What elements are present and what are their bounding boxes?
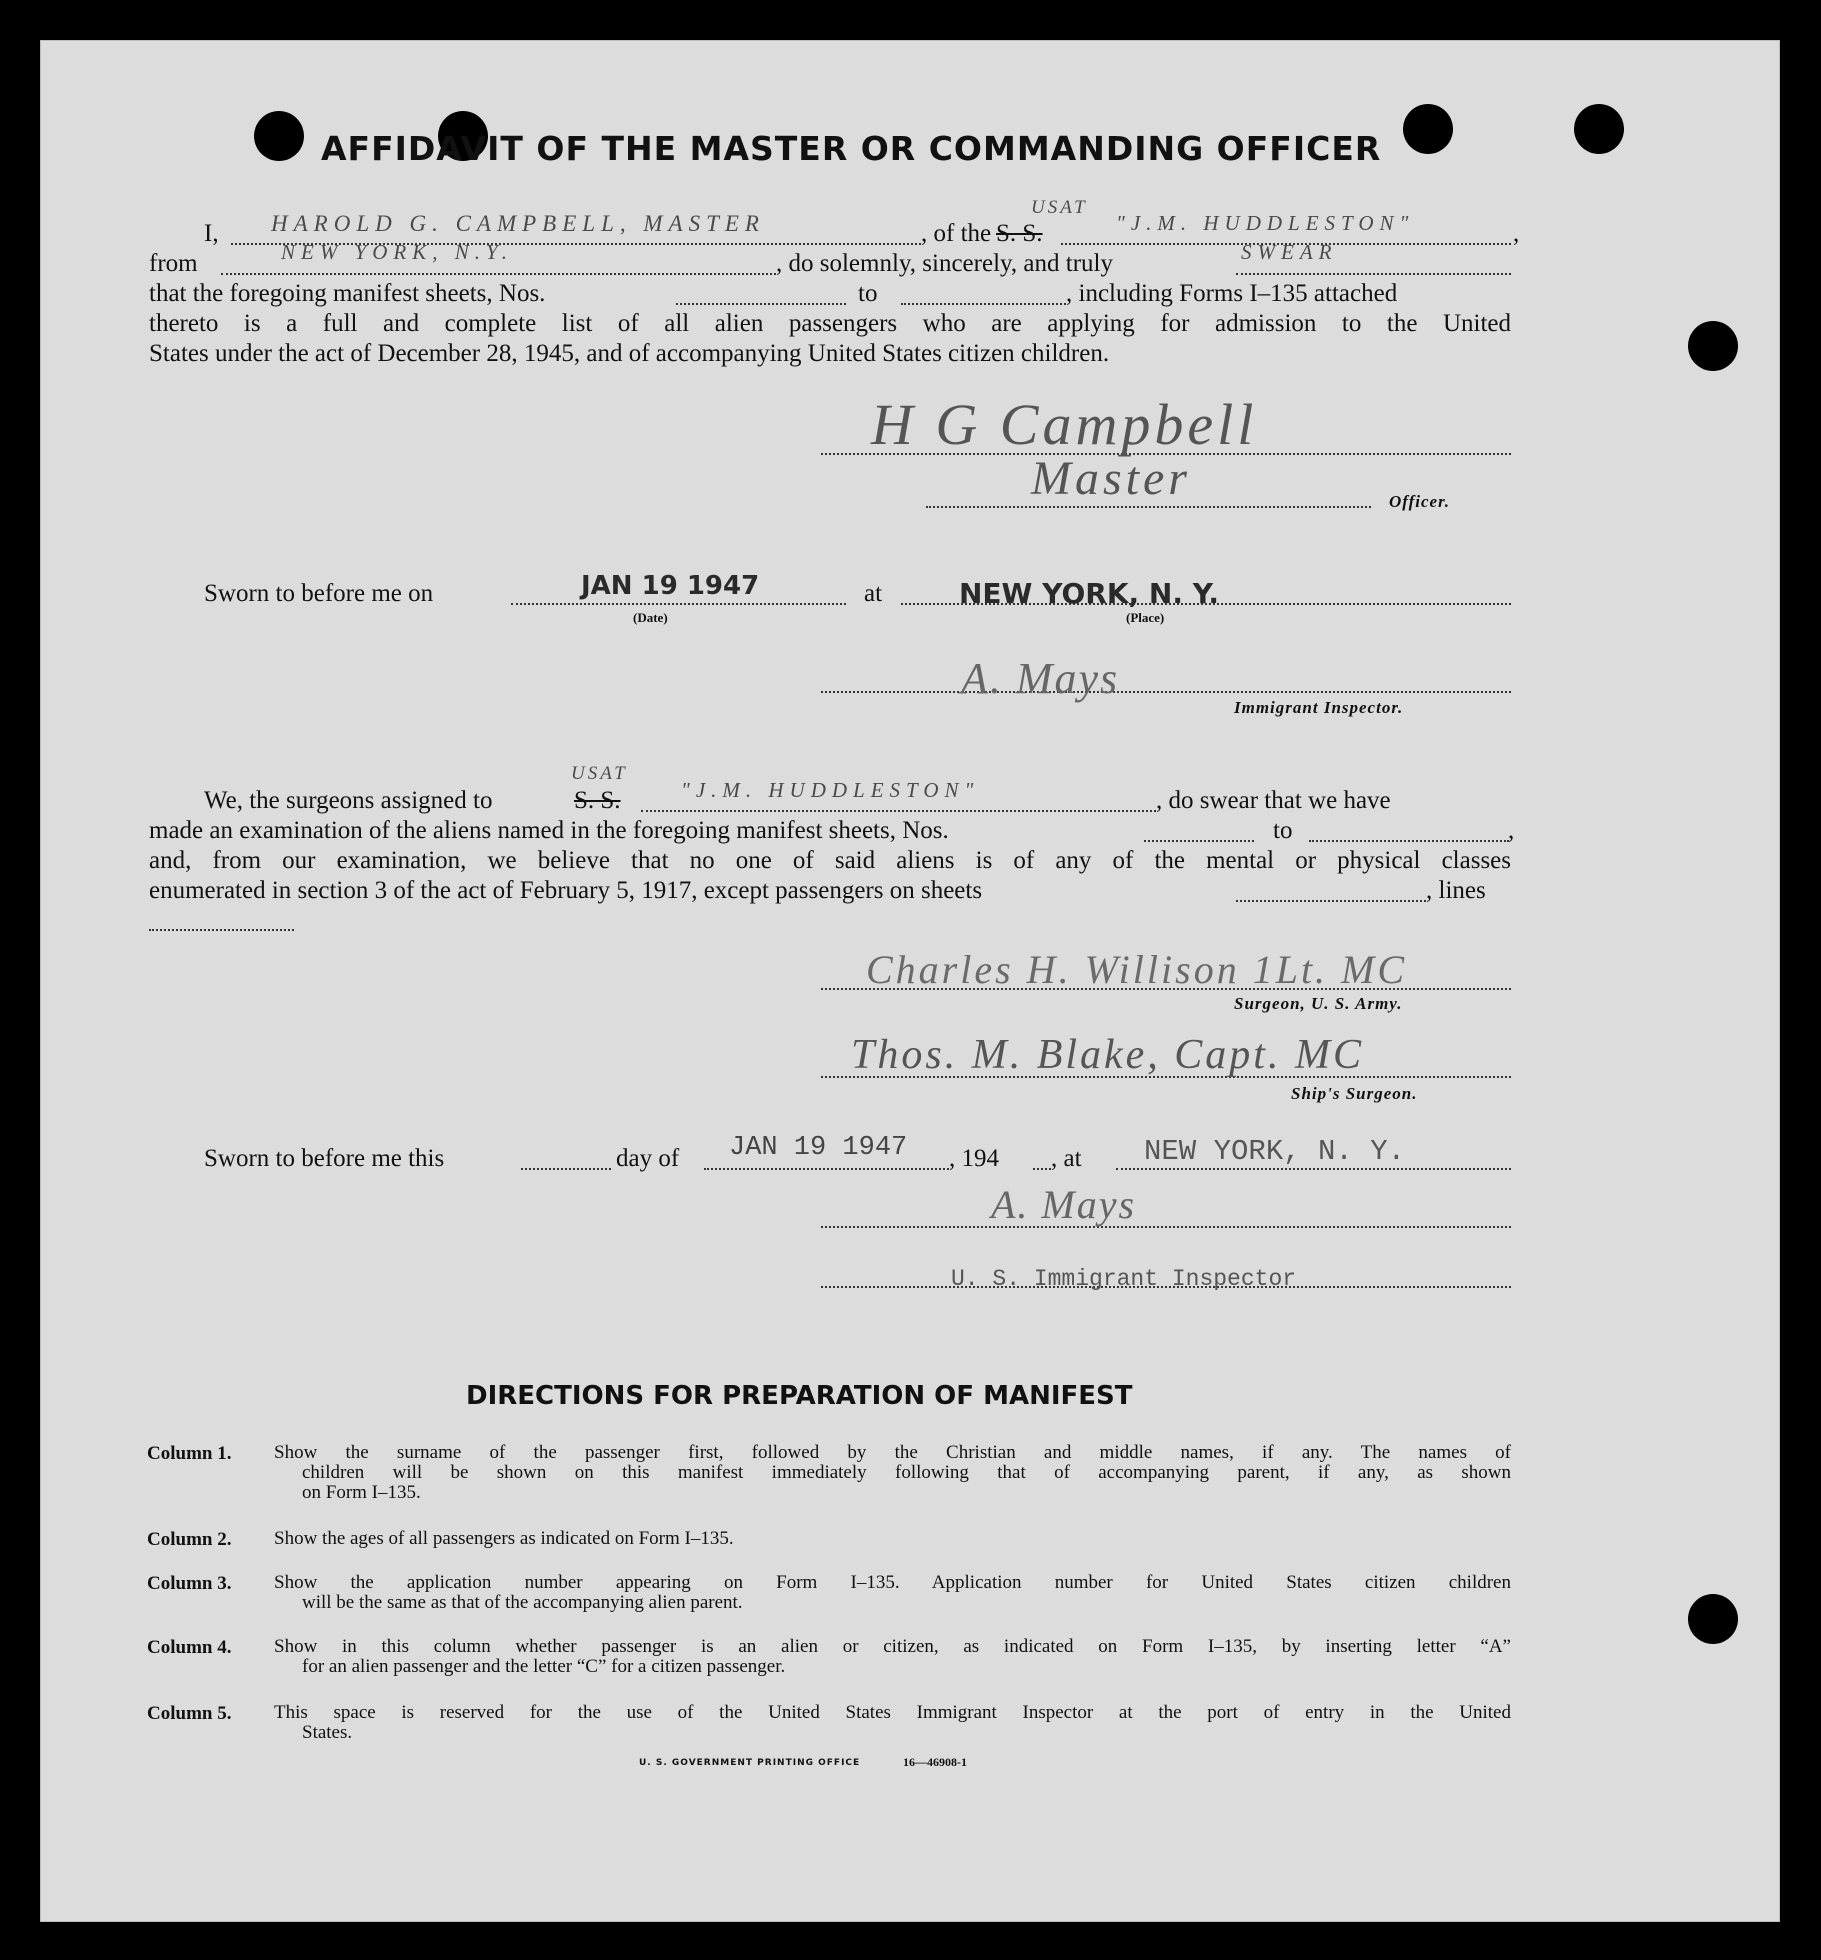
direction-label: Column 1.: [147, 1443, 232, 1464]
punch-hole: [1574, 104, 1624, 154]
ss-label-struck: S. S.: [996, 220, 1043, 247]
comma: ,: [1513, 220, 1520, 247]
surgeons-to-line: [1309, 840, 1509, 842]
handwritten-ship-name: "J.M. HUDDLESTON": [1116, 211, 1415, 235]
punch-hole: [1688, 1594, 1738, 1644]
affidavit-line-3a: that the foregoing manifest sheets, Nos.: [149, 280, 546, 307]
officer-title-line: [926, 506, 1371, 508]
surgeons-handwritten-ship: "J.M. HUDDLESTON": [681, 778, 980, 802]
surgeons-lines-line: [149, 929, 294, 931]
inspector-2-label: U. S. Immigrant Inspector: [951, 1266, 1297, 1292]
page-title: AFFIDAVIT OF THE MASTER OR COMMANDING OFFICER: [321, 129, 1382, 168]
solemn-text: , do solemnly, sincerely, and truly: [776, 250, 1113, 277]
surgeons-line-1a: We, the surgeons assigned to: [204, 787, 493, 814]
printer-imprint: U. S. GOVERNMENT PRINTING OFFICE: [639, 1758, 861, 1768]
surgeons-line-4b: , lines: [1426, 877, 1486, 904]
direction-text: will be the same as that of the accompanying alien parent.: [302, 1592, 743, 1613]
sworn-2-date-stamp: JAN 19 1947: [729, 1133, 908, 1163]
surgeons-line-4a: enumerated in section 3 of the act of February 5, 1917, except passengers on sheets: [149, 877, 983, 904]
sworn-2-place-line: [1116, 1168, 1511, 1170]
sworn-1-label: Sworn to before me on: [204, 580, 434, 607]
handwritten-officer-name: HAROLD G. CAMPBELL, MASTER: [271, 211, 765, 236]
inspector-1-signature: A. Mays: [961, 654, 1120, 703]
affidavit-prefix: I,: [204, 220, 219, 247]
sworn-2-label: Sworn to before me this: [204, 1145, 445, 1172]
direction-text: on Form I–135.: [302, 1482, 421, 1503]
direction-label: Column 4.: [147, 1637, 232, 1658]
direction-label: Column 2.: [147, 1529, 232, 1550]
sworn-1-place-stamp: NEW YORK, N. Y.: [959, 577, 1220, 610]
from-line: [221, 273, 776, 275]
surgeons-line-2a: made an examination of the aliens named in the foregoing manifest sheets, Nos.: [149, 817, 949, 844]
handwritten-from-place: NEW YORK, N.Y.: [281, 240, 514, 264]
inspector-2-signature: A. Mays: [991, 1182, 1137, 1227]
oath-line: [1236, 273, 1511, 275]
officer-label: Officer.: [1389, 492, 1451, 511]
direction-text: for an alien passenger and the letter “C” for a citizen passenger.: [302, 1656, 786, 1677]
surgeons-from-line: [1144, 840, 1254, 842]
sworn-2-date-line: [704, 1168, 949, 1170]
surgeons-line-2-end: ,: [1508, 817, 1515, 844]
direction-label: Column 5.: [147, 1703, 232, 1724]
punch-hole: [1403, 104, 1453, 154]
from-label: from: [149, 250, 198, 277]
officer-title-signature: Master: [1031, 452, 1191, 505]
sworn-2-year-prefix: , 194: [949, 1145, 999, 1172]
punch-hole: [1688, 321, 1738, 371]
manifest-to-line: [901, 303, 1066, 305]
ship-surgeon-label: Ship's Surgeon.: [1291, 1084, 1418, 1103]
document-sheet: [40, 40, 1780, 1922]
surgeons-line-3: and, from our examination, we believe that no one of said aliens is of any of the mental or physical classes: [149, 847, 1511, 874]
form-number: 16—46908-1: [903, 1755, 967, 1769]
direction-label: Column 3.: [147, 1573, 232, 1594]
surgeons-sheets-line: [1236, 900, 1426, 902]
direction-text: States.: [302, 1722, 353, 1743]
direction-text: Show the application number appearing on Form I–135. Application number for United States citizen children: [274, 1572, 1511, 1593]
ship-surgeon-signature: Thos. M. Blake, Capt. MC: [851, 1032, 1364, 1078]
sworn-2-day-line: [521, 1168, 611, 1170]
inspector-1-signature-line: [821, 691, 1511, 693]
direction-text: Show the surname of the passenger first, followed by the Christian and middle names, if any. The names of: [274, 1442, 1511, 1463]
affidavit-line-4: thereto is a full and complete list of all alien passengers who are applying for admission to the United: [149, 310, 1511, 337]
sworn-1-date-line: [511, 603, 846, 605]
sworn-2-place-stamp: NEW YORK, N. Y.: [1144, 1135, 1406, 1168]
handwritten-usat: USAT: [1031, 197, 1088, 218]
direction-text: children will be shown on this manifest immediately following that of accompanying parent, if any, as shown: [302, 1462, 1511, 1483]
surgeons-ss-struck: S. S.: [574, 787, 621, 814]
army-surgeon-signature: Charles H. Willison 1Lt. MC: [866, 947, 1408, 992]
manifest-from-line: [676, 303, 846, 305]
direction-text: This space is reserved for the use of the United States Immigrant Inspector at the port of entry in the United: [274, 1702, 1511, 1723]
sworn-1-at: at: [864, 580, 883, 607]
surgeons-ship-line: [641, 810, 1156, 812]
place-caption: (Place): [1126, 610, 1165, 625]
sworn-1-date-stamp: JAN 19 1947: [581, 571, 760, 601]
affidavit-line-5: States under the act of December 28, 1945, and of accompanying United States citizen children.: [149, 340, 1110, 367]
handwritten-usat-2: USAT: [571, 763, 628, 784]
army-surgeon-label: Surgeon, U. S. Army.: [1234, 994, 1403, 1013]
punch-hole: [254, 111, 304, 161]
inspector-1-label: Immigrant Inspector.: [1234, 698, 1404, 717]
direction-text: Show the ages of all passengers as indicated on Form I–135.: [274, 1528, 734, 1549]
sworn-2-year-line: [1033, 1168, 1051, 1170]
direction-text: Show in this column whether passenger is an alien or citizen, as indicated on Form I–135, by inserting letter “A”: [274, 1636, 1511, 1657]
of-the-label: , of the: [921, 220, 992, 247]
affidavit-to: to: [858, 280, 878, 307]
surgeons-line-1b: , do swear that we have: [1156, 787, 1391, 814]
handwritten-oath: SWEAR: [1241, 240, 1338, 264]
sworn-2-at: , at: [1051, 1145, 1082, 1172]
date-caption: (Date): [633, 610, 668, 625]
inspector-2-signature-line: [821, 1226, 1511, 1228]
sworn-2-day-of: day of: [616, 1145, 680, 1172]
officer-signature: H G Campbell: [871, 392, 1258, 457]
directions-heading: DIRECTIONS FOR PREPARATION OF MANIFEST: [466, 1381, 1133, 1411]
affidavit-line-3b: , including Forms I–135 attached: [1066, 280, 1398, 307]
surgeons-to: to: [1273, 817, 1293, 844]
